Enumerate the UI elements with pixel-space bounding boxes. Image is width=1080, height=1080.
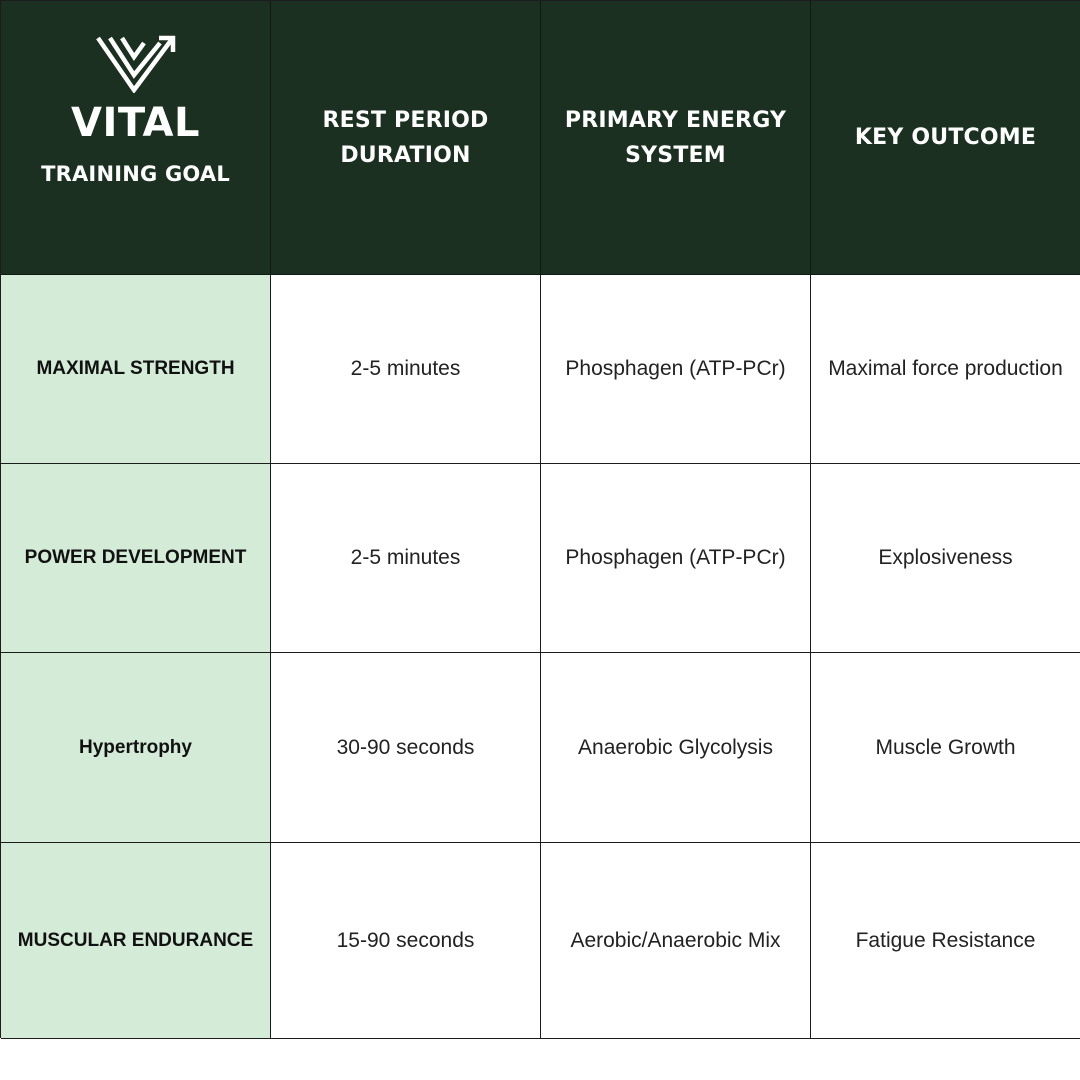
header-rest-period [271, 1, 541, 275]
header-rest-line-1: REST PERIOD [322, 107, 489, 133]
header-brand-cell [1, 1, 271, 275]
row-energy-cell: Phosphagen (ATP-PCr) [541, 275, 811, 464]
row-goal-cell: MAXIMAL STRENGTH [1, 275, 271, 464]
brand-name: VITAL [71, 100, 200, 146]
row-goal-cell: POWER DEVELOPMENT [1, 464, 271, 653]
row-outcome-cell: Fatigue Resistance [811, 843, 1080, 1039]
header-training-goal: TRAINING GOAL [41, 162, 230, 186]
header-energy-system [541, 1, 811, 275]
header-outcome-label: KEY OUTCOME [854, 125, 1037, 150]
row-energy-cell: Aerobic/Anaerobic Mix [541, 843, 811, 1039]
header-key-outcome [811, 1, 1080, 275]
row-energy-cell: Anaerobic Glycolysis [541, 653, 811, 843]
row-rest-cell: 30-90 seconds [271, 653, 541, 843]
row-outcome-cell: Muscle Growth [811, 653, 1080, 843]
row-rest-cell: 15-90 seconds [271, 843, 541, 1039]
row-goal-cell: MUSCULAR ENDURANCE [1, 843, 271, 1039]
row-rest-cell: 2-5 minutes [271, 275, 541, 464]
header-rest-line-2: DURATION [340, 142, 471, 168]
row-outcome-cell: Maximal force production [811, 275, 1080, 464]
header-energy-line-1: PRIMARY ENERGY [564, 107, 787, 133]
header-energy-line-2: SYSTEM [625, 142, 726, 168]
row-goal-cell: Hypertrophy [1, 653, 271, 843]
row-outcome-cell: Explosiveness [811, 464, 1080, 653]
row-energy-cell: Phosphagen (ATP-PCr) [541, 464, 811, 653]
v-arrow-logo-icon [96, 35, 176, 93]
row-rest-cell: 2-5 minutes [271, 464, 541, 653]
